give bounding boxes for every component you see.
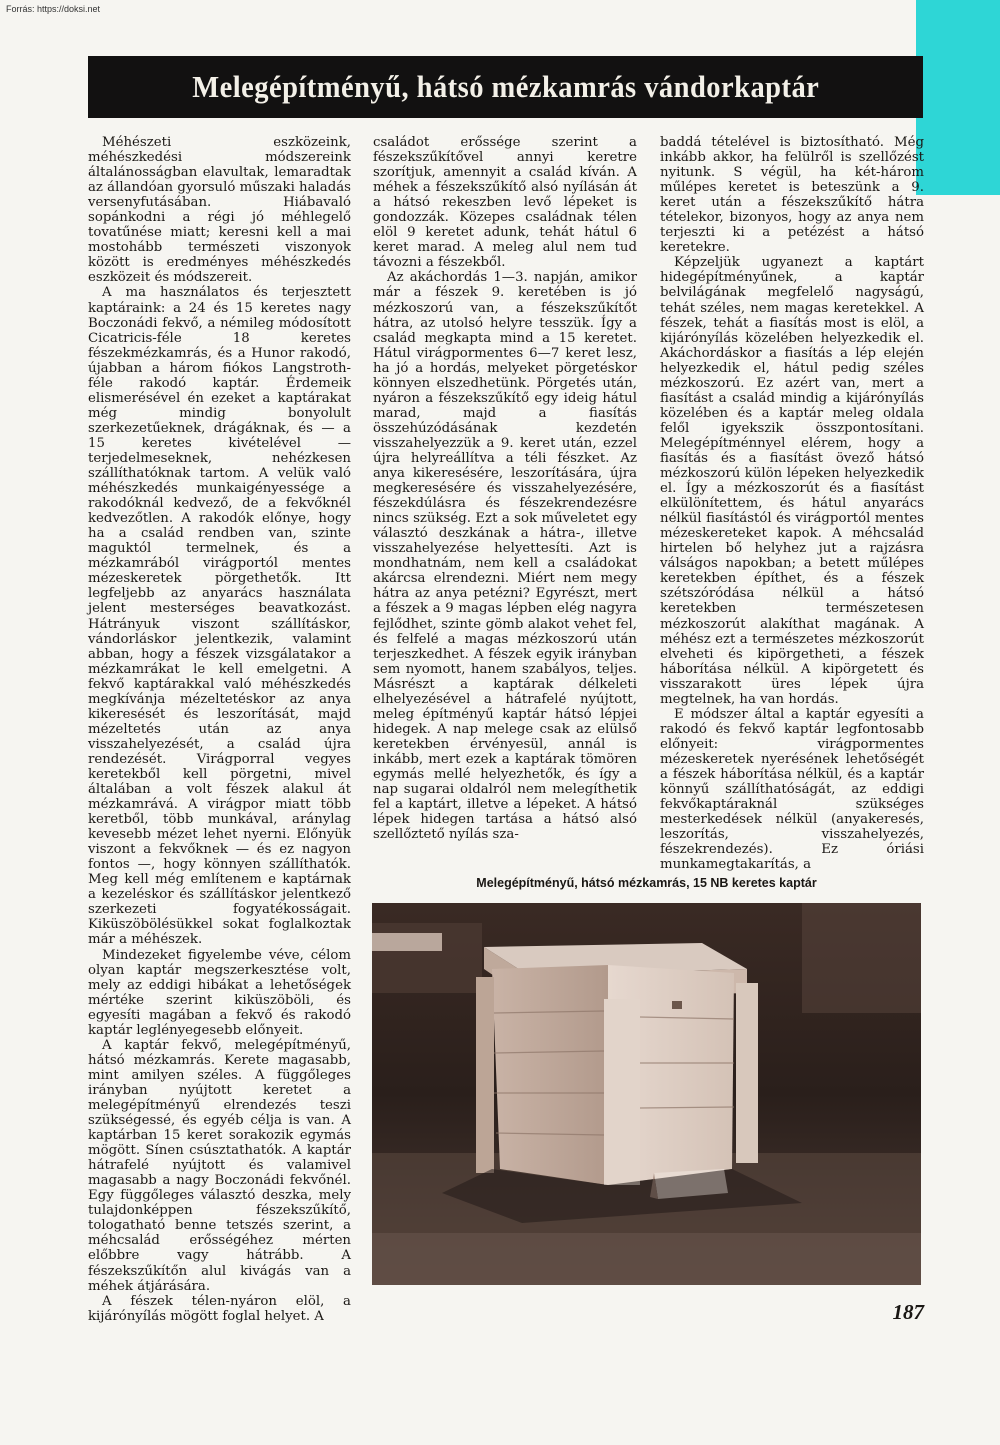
page-number: 187 bbox=[892, 1300, 924, 1324]
text-column-1 bbox=[88, 135, 351, 1324]
paragraph: családot erőssége szerint a fészekszűkítővel annyi keretre szorítjuk, amennyit a család kíván. A méhek a fészekszűkítő alsó nyílásán át a hátsó rekeszben levő lépeket is gondozzák. Közepes családnak télen elöl 9 keretet adunk, tehát hátul 6 keret marad. A meleg alul nem tud távozni a fészekből. bbox=[373, 135, 637, 271]
paragraph: E módszer által a kaptár egyesíti a rakodó és fekvő kaptár legfontosabb előnyeit: virágpormentes mézeskeretek nyerésének lehetőségét a fészek háborítása nélkül, és a kaptár könnyű szállíthatóságát, az eddigi fekvőkaptáraknál szükséges mesterkedések nélkül (anyakeresés, leszorítás, visszahelyezés, fészekrendezés). Ez óriási munkamegtakarítás, a bbox=[660, 706, 924, 873]
paragraph: A ma használatos és terjesztett kaptáraink: a 24 és 15 keretes nagy Boczonádi fekvő, a némileg módosított Cicatricis-féle 18 keretes fészekmézkamrás, és a Hunor rakodó, újabban a három fiókos Langstroth-féle rakodó kaptár. Érdemeik elismerésével én ezeket a kaptárakat még mindig bonyolult szerkezetűeknek, drágáknak, és — a 15 keretes kivételével — terjedelmeseknek, nehézkesen szállíthatóknak tartom. A velük való méhészkedés munkaigényessége a rakodóknál kedvező, de a fekvőknél kedvezőtlen. A rakodók előnye, hogy ha a család rendben van, szinte maguktól termelnek, és a mézkamrából virágportól mentes mézeskeretek pörgethetők. Itt legfeljebb az anyarács használata jelent mesterséges beavatkozást. Hátrányuk viszont szállításkor, vándorláskor jelentkezik, valamint abban, hogy a fészek vizsgálatakor a mézkamrákat le kell emelgetni. A fekvő kaptárakkal való méhészkedés megkívánja mézeltetéskor az anya kikeresését és leszorítását, majd mézeltetés után az anya visszahelyezését, a család újra rendezését. Virágporral vegyes keretekből kell pörgetni, mivel általában a volt fészek alakul át mézkamrává. A virágpor miatt több keretből, több munkával, aránylag kevesebb mézet lehet nyerni. Előnyük viszont a fekvőknek — és ez nagyon fontos —, hogy könnyen szállíthatók. Meg kell még említenem e kaptárnak a kezeléskor és szállításkor jelentkező szerkezeti fogyatékosságait. Kiküszöbölésükkel sokat foglalkoztak már a méhészek. bbox=[88, 285, 351, 948]
beehive-illustration bbox=[372, 903, 921, 1285]
paragraph: Képzeljük ugyanezt a kaptárt hidegépítményűnek, a kaptár belvilágának megfelelő nagyságú, tehát széles, nem magas keretekkel. A fészek, tehát a fiasítás most is elöl, a kijárónyílás közelében helyezkedik el. Akáchordáskor a fiasítás a lép elején helyezkedik el, hátul pedig széles mézkoszorú. Ez azért van, mert a fiasítást a család mindig a kijárónyílás közelében és a kaptár meleg oldala felől igyekszik összpontosítani. Melegépítménnyel elérem, hogy a fiasítás és a fiasítást övező hátsó mézkoszorú külön lépeken helyezkedik el. Így a mézkoszorút és a fiasítást elkülönítettem, és hátul anyarács nélkül fiasítástól és virágportól mentes mézeskereteket kapok. A méhcsalád hirtelen bő helyhez jut a rajzásra válságos napokban; a betett műlépes keretekben építhet, és a fészek szétszóródása nélkül a hátsó keretekben természetesen mézkoszorút alakíthat magának. A méhész ezt a természetes mézkoszorút elveheti és kipörgetheti, a fészek háborítása nélkül. A kipörgetett és visszarakott üres lépek újra megtelnek, ha van hordás. bbox=[660, 255, 924, 707]
color-tab-marker bbox=[916, 0, 1000, 195]
source-label: Forrás: https://doksi.net bbox=[6, 4, 101, 14]
paragraph: Méhészeti eszközeink, méhészkedési módszereink általánosságban elavultak, lemaradtak az állandóan gyorsuló műszaki haladás versenyfutásában. Hiábavaló sopánkodni a régi jó méhlegelő tovatűnése miatt; keresni kell a mai mostohább természeti viszonyok között is eredményes méhészkedés eszközeit és módszereit. bbox=[88, 135, 351, 286]
beehive-photo bbox=[372, 903, 921, 1285]
title-banner bbox=[88, 56, 923, 118]
paragraph: A fészek télen-nyáron elöl, a kijárónyílás mögött foglal helyet. A bbox=[88, 1293, 351, 1324]
photo-caption: Melegépítményű, hátsó mézkamrás, 15 NB keretes kaptár bbox=[476, 876, 817, 890]
paragraph: Mindezeket figyelembe véve, célom olyan kaptár megszerkesztése volt, mely az eddigi hibákat a lehetőségek mértéke szerint kiküszöböli, és egyesíti magában a fekvő és rakodó kaptár leglényegesebb előnyeit. bbox=[88, 947, 351, 1038]
text-column-3 bbox=[660, 135, 924, 873]
paragraph: Az akáchordás 1—3. napján, amikor már a fészek 9. keretében is jó mézkoszorú van, a fészekszűkítőt hátra, az utolsó helyre tesszük. Így a család megkapta mind a 15 keretet. Hátul virágpormentes 6—7 keret lesz, ha jó a hordás, melyeket pörgetéskor könnyen elszedhetünk. Pörgetés után, nyáron a fészekszűkítő egy ideig hátul marad, majd a fiasítás összehúzódásának kezdetén visszahelyezzük a 9. keret után, ezzel újra helyreállítva a téli fészket. Az anya kikeresésére, leszorítására, újra megkeresésére és visszahelyezésére, fészekdúlásra és fészekrendezésre nincs szükség. Ezt a sok műveletet egy választó deszkának a hátra-, illetve visszahelyezése helyettesíti. Azt is mondhatnám, nem kell a családokat akárcsa elrendezni. Miért nem megy hátra az anya petézni? Egyrészt, mert a fészek a 9 magas lépben elég nagyra fejlődhet, szinte gömb alakot vehet fel, és felfelé a magas mézkoszorú után terjeszkedhet. A fészek egyik irányban sem nyomott, hanem szabályos, teljes. Másrészt a kaptárak délkeleti elhelyezésével a hátrafelé nyújtott, meleg építményű kaptár hátsó lépjei hidegek. A nap melege csak az elülső keretekben érvényesül, annál is inkább, mert ezek a kaptárak tömören egymás mellé helyezhetők, és így a nap sugarai oldalról nem melegíthetik fel a kaptárt, illetve a lépeket. A hátsó lépek hidegen tartása a hátsó alsó szellőztető nyílás sza- bbox=[373, 270, 637, 843]
paragraph: A kaptár fekvő, melegépítményű, hátsó mézkamrás. Kerete magasabb, mint amilyen széles. A függőleges irányban nyújtott keretet a melegépítményű elrendezés teszi szükségessé, és egyéb célja is van. A kaptárban 15 keret sorakozik egymás mögött. Sínen csúsztathatók. A kaptár hátrafelé nyújtott és valamivel magasabb a nagy Boczonádi fekvőnél. Egy függőleges választó deszka, mely tulajdonképpen fészekszűkítő, tologatható benne tetszés szerint, a méhcsalád erősségéhez mérten előbbre vagy hátrább. A fészekszűkítőn alul kivágás van a méhek átjárására. bbox=[88, 1037, 351, 1294]
page-title: Melegépítményű, hátsó mézkamrás vándorkaptár bbox=[191, 69, 820, 104]
paragraph: baddá tételével is biztosítható. Még inkább akkor, ha felülről is szellőzést nyitunk. S végül, ha két-három műlépes keretet is beteszünk a 9. keret után a fészekszűkítő hátra tételekor, bizonyos, hogy az anya nem terjeszti ki a petézést a hátsó keretekre. bbox=[660, 135, 924, 256]
text-column-2 bbox=[373, 135, 637, 857]
